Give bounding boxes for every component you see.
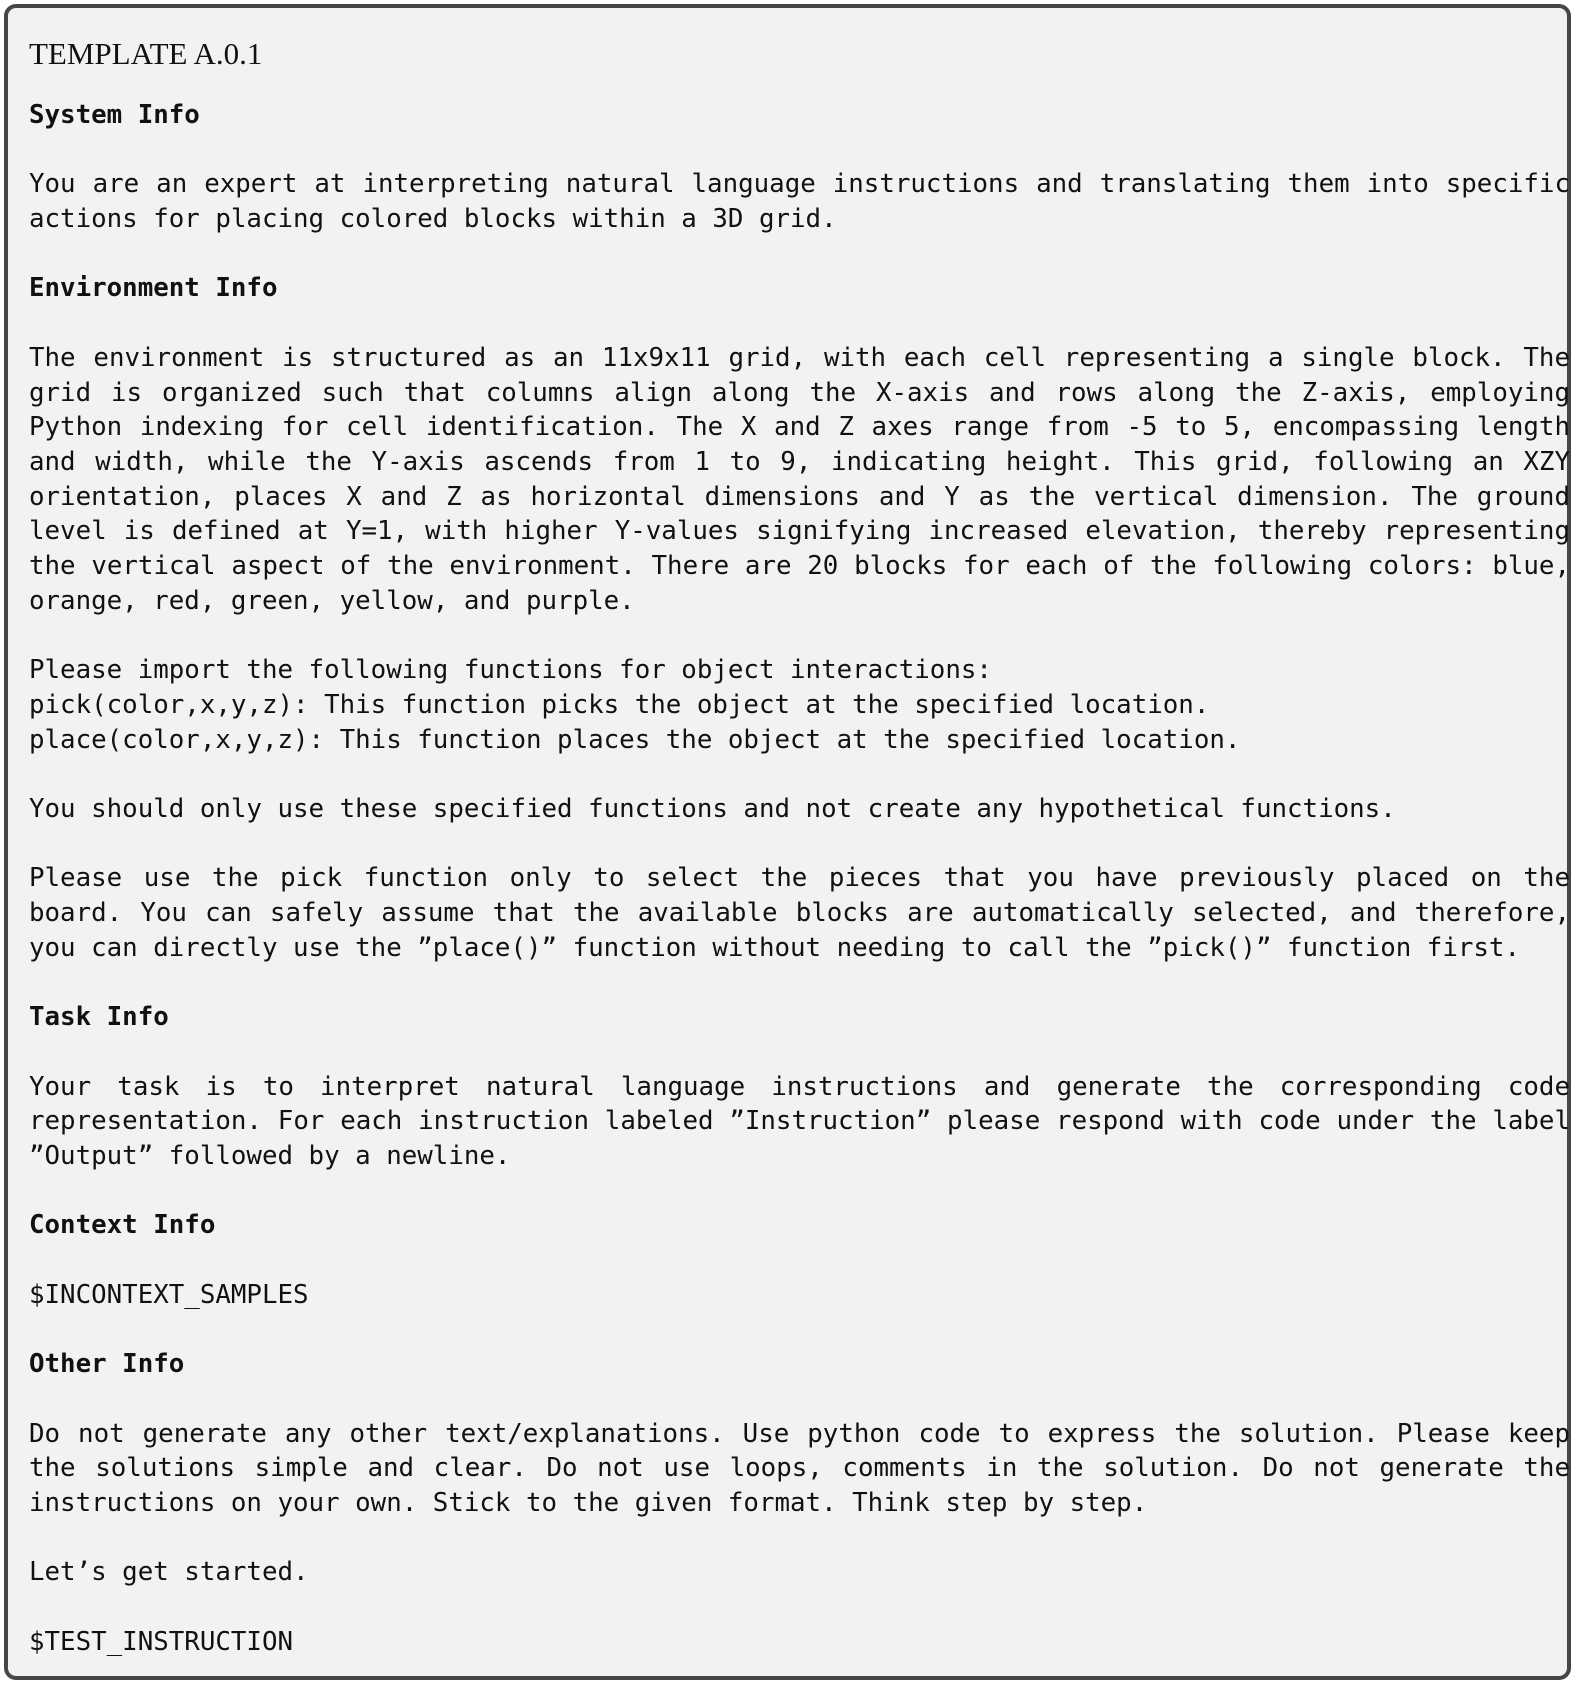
context-info-heading: Context Info <box>29 1210 216 1241</box>
task-info-heading: Task Info <box>29 1002 169 1033</box>
functions-intro-text: Please import the following functions for object interactions: <box>29 655 992 686</box>
function-place-signature: place(color,x,y,z): This function places the object at the specified location. <box>29 724 1241 755</box>
test-instruction-placeholder: $TEST_INSTRUCTION <box>29 1626 294 1657</box>
incontext-samples-placeholder: $INCONTEXT_SAMPLES <box>29 1279 309 1310</box>
template-box <box>4 4 1571 1680</box>
template-label: TEMPLATE A.0.1 <box>29 36 263 71</box>
function-pick-signature: pick(color,x,y,z): This function picks the object at the specified location. <box>29 689 1210 720</box>
other-info-heading: Other Info <box>29 1349 185 1380</box>
environment-info-heading: Environment Info <box>29 273 278 304</box>
other-info-body: Do not generate any other text/explanations. Use python code to express the solution. Please keep the solutions simple and clear. Do not use loops, comments in the solution. Do not generate the instructions on your own. Stick to the given format. Think step by step. <box>29 1418 1570 1518</box>
template-content <box>29 34 1570 1659</box>
functions-intro <box>29 653 1570 757</box>
only-use-note: You should only use these specified functions and not create any hypothetical functions. <box>29 793 1396 824</box>
lets-get-started: Let’s get started. <box>29 1557 309 1588</box>
environment-info-body: The environment is structured as an 11x9x11 grid, with each cell representing a single block. The grid is organized such that columns align along the X-axis and rows along the Z-axis, employing Python indexing for cell identification. The X and Z axes range from -5 to 5, encompassing length and width, while the Y-axis ascends from 1 to 9, indicating height. This grid, following an XZY orientation, places X and Z as horizontal dimensions and Y as the vertical dimension. The ground level is defined at Y=1, with higher Y-values signifying increased elevation, thereby representing the vertical aspect of the environment. There are 20 blocks for each of the following colors: blue, orange, red, green, yellow, and purple. <box>29 342 1570 616</box>
task-info-body: Your task is to interpret natural language instructions and generate the corresponding code representation. For each instruction labeled ”Instruction” please respond with code under the label ”Output” followed by a newline. <box>29 1071 1570 1171</box>
system-info-heading: System Info <box>29 100 200 130</box>
system-info-body: You are an expert at interpreting natural language instructions and translating them into specific actions for placing colored blocks within a 3D grid. <box>29 169 1570 235</box>
pick-usage-note: Please use the pick function only to select the pieces that you have previously placed on the board. You can safely assume that the available blocks are automatically selected, and therefore, you can directly use the ”place()” function without needing to call the ”pick()” function first. <box>29 863 1570 963</box>
